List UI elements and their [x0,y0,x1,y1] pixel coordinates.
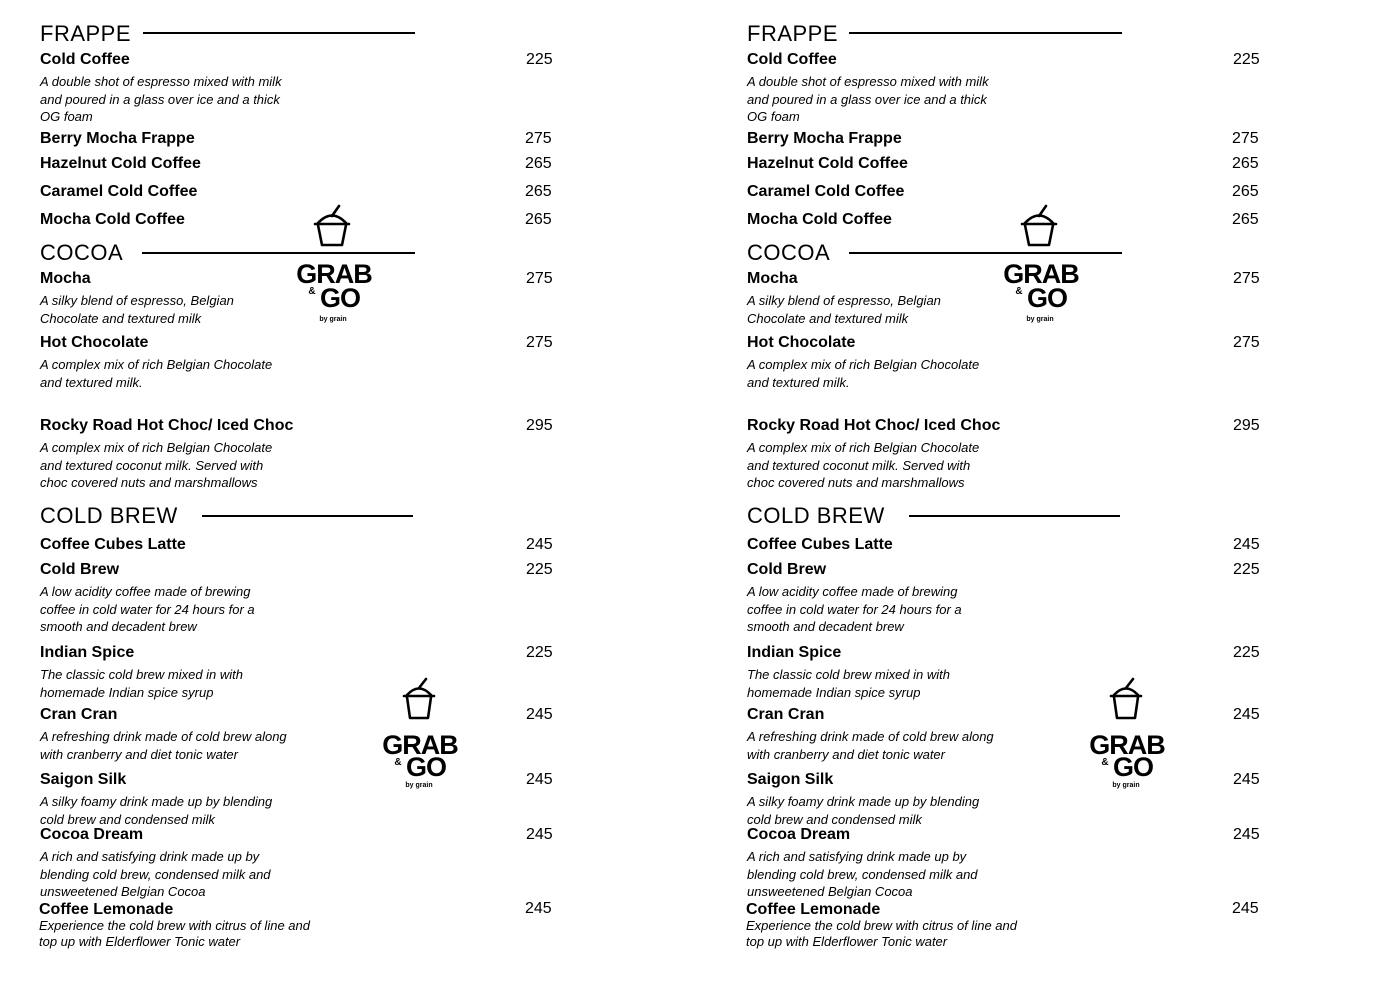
item-name-hot-chocolate: Hot Chocolate [40,334,149,351]
item-name-rocky-road: Rocky Road Hot Choc/ Iced Choc [40,417,294,434]
item-name-cold-brew: Cold Brew [40,561,120,578]
item-name-cold-coffee: Cold Coffee [40,51,130,68]
logo-text-go: GO [1112,752,1154,782]
item-name-saigon-silk: Saigon Silk [40,771,127,788]
item-desc-saigon-silk: A silky foamy drink made up by blending cold brew and condensed milk [747,794,980,827]
item-price-indian-spice: 225 [1233,644,1260,661]
item-price-caramel-cold-coffee: 265 [1232,183,1259,200]
item-desc-cran-cran: A refreshing drink made of cold brew along with cranberry and diet tonic water [747,729,994,762]
item-name-coffee-cubes-latte: Coffee Cubes Latte [40,536,186,553]
item-desc-rocky-road: A complex mix of rich Belgian Chocolate and textured coconut milk. Served with choc covered nuts and marshmallows [40,440,273,490]
cup-icon [979,203,1099,323]
item-desc-cold-coffee: A double shot of espresso mixed with milk and poured in a glass over ice and a thick OG foam [40,74,282,124]
logo-text-go: GO [1026,283,1068,313]
item-price-cold-coffee: 225 [1233,51,1260,68]
item-desc-cocoa-dream: A rich and satisfying drink made up by blending cold brew, condensed milk and unsweetened Belgian Cocoa [40,849,271,899]
item-price-berry-mocha-frappe: 275 [1232,130,1259,147]
item-desc-hot-chocolate: A complex mix of rich Belgian Chocolate and textured milk. [40,357,273,390]
item-name-berry-mocha-frappe: Berry Mocha Frappe [747,130,902,147]
section-rule [849,32,1122,34]
grab-and-go-logo [272,203,392,323]
item-desc-hot-chocolate: A complex mix of rich Belgian Chocolate and textured milk. [747,357,980,390]
item-price-hot-chocolate: 275 [1233,334,1260,351]
logo-text-grab: GRAB [296,259,372,289]
item-desc-cold-brew: A low acidity coffee made of brewing coffee in cold water for 24 hours for a smooth and decadent brew [40,584,255,634]
item-price-hot-chocolate: 275 [526,334,553,351]
logo-tagline: by grain [319,316,347,323]
cup-icon [363,671,483,791]
item-price-mocha: 275 [1233,270,1260,287]
item-name-coffee-cubes-latte: Coffee Cubes Latte [747,536,893,553]
item-price-indian-spice: 225 [526,644,553,661]
item-price-cold-brew: 225 [1233,561,1260,578]
section-rule [202,515,413,517]
item-name-mocha-cold-coffee: Mocha Cold Coffee [747,211,892,228]
logo-text-grab: GRAB [1089,730,1165,760]
item-desc-saigon-silk: A silky foamy drink made up by blending cold brew and condensed milk [40,794,273,827]
cup-icon [272,203,392,323]
item-price-cran-cran: 245 [1233,706,1260,723]
item-name-rocky-road: Rocky Road Hot Choc/ Iced Choc [747,417,1001,434]
logo-text-grab: GRAB [382,730,458,760]
logo-tagline: by grain [1112,782,1140,789]
item-name-caramel-cold-coffee: Caramel Cold Coffee [40,183,198,200]
item-desc-coffee-lemonade: Experience the cold brew with citrus of line and top up with Elderflower Tonic water [39,918,310,949]
grab-and-go-logo [979,203,1099,323]
item-name-hazelnut-cold-coffee: Hazelnut Cold Coffee [747,155,908,172]
item-price-mocha-cold-coffee: 265 [1232,211,1259,228]
item-price-mocha-cold-coffee: 265 [525,211,552,228]
logo-text-amp: & [308,286,316,297]
item-name-berry-mocha-frappe: Berry Mocha Frappe [40,130,195,147]
item-price-coffee-cubes-latte: 245 [1233,536,1260,553]
item-name-mocha: Mocha [747,270,798,287]
item-desc-indian-spice: The classic cold brew mixed in with homemade Indian spice syrup [747,667,951,700]
logo-text-go: GO [405,752,447,782]
item-price-saigon-silk: 245 [526,771,553,788]
item-price-caramel-cold-coffee: 265 [525,183,552,200]
logo-text-amp: & [1101,757,1109,768]
item-price-cocoa-dream: 245 [526,826,553,843]
logo-text-go: GO [319,283,361,313]
item-price-cold-coffee: 225 [526,51,553,68]
item-price-coffee-cubes-latte: 245 [526,536,553,553]
item-price-rocky-road: 295 [1233,417,1260,434]
section-rule [909,515,1120,517]
item-name-cocoa-dream: Cocoa Dream [747,826,851,843]
item-desc-cold-coffee: A double shot of espresso mixed with milk and poured in a glass over ice and a thick OG foam [747,74,989,124]
item-name-hot-chocolate: Hot Chocolate [747,334,856,351]
item-price-coffee-lemonade: 245 [1232,900,1259,917]
section-heading-cocoa: COCOA [747,240,831,265]
item-name-cold-coffee: Cold Coffee [747,51,837,68]
item-name-cold-brew: Cold Brew [747,561,827,578]
item-price-cocoa-dream: 245 [1233,826,1260,843]
item-name-caramel-cold-coffee: Caramel Cold Coffee [747,183,905,200]
item-price-coffee-lemonade: 245 [525,900,552,917]
logo-tagline: by grain [1026,316,1054,323]
item-name-indian-spice: Indian Spice [747,644,842,661]
item-name-saigon-silk: Saigon Silk [747,771,834,788]
section-rule [143,32,415,34]
logo-text-amp: & [394,757,402,768]
item-desc-cran-cran: A refreshing drink made of cold brew along with cranberry and diet tonic water [40,729,287,762]
item-price-saigon-silk: 245 [1233,771,1260,788]
logo-text-grab: GRAB [1003,259,1079,289]
item-desc-mocha: A silky blend of espresso, Belgian Chocolate and textured milk [747,293,941,326]
item-name-cran-cran: Cran Cran [40,706,118,723]
item-price-cran-cran: 245 [526,706,553,723]
item-name-coffee-lemonade: Coffee Lemonade [746,901,881,918]
item-desc-rocky-road: A complex mix of rich Belgian Chocolate and textured coconut milk. Served with choc covered nuts and marshmallows [747,440,980,490]
item-name-coffee-lemonade: Coffee Lemonade [39,901,174,918]
logo-text-amp: & [1015,286,1023,297]
item-name-mocha-cold-coffee: Mocha Cold Coffee [40,211,185,228]
section-heading-cocoa: COCOA [40,240,124,265]
item-price-mocha: 275 [526,270,553,287]
cup-icon [1070,671,1190,791]
grab-and-go-logo [363,671,483,791]
item-name-cocoa-dream: Cocoa Dream [40,826,144,843]
item-name-mocha: Mocha [40,270,91,287]
section-heading-frappe: FRAPPE [747,21,839,46]
item-price-cold-brew: 225 [526,561,553,578]
item-desc-cold-brew: A low acidity coffee made of brewing coffee in cold water for 24 hours for a smooth and decadent brew [747,584,962,634]
grab-and-go-logo [1070,671,1190,791]
logo-tagline: by grain [405,782,433,789]
section-heading-cold-brew: COLD BREW [747,503,885,528]
item-name-indian-spice: Indian Spice [40,644,135,661]
item-desc-coffee-lemonade: Experience the cold brew with citrus of line and top up with Elderflower Tonic water [746,918,1017,949]
item-desc-mocha: A silky blend of espresso, Belgian Chocolate and textured milk [40,293,234,326]
item-desc-indian-spice: The classic cold brew mixed in with homemade Indian spice syrup [40,667,244,700]
section-heading-frappe: FRAPPE [40,21,132,46]
item-name-hazelnut-cold-coffee: Hazelnut Cold Coffee [40,155,201,172]
item-name-cran-cran: Cran Cran [747,706,825,723]
item-price-hazelnut-cold-coffee: 265 [525,155,552,172]
section-heading-cold-brew: COLD BREW [40,503,178,528]
item-price-berry-mocha-frappe: 275 [525,130,552,147]
menu-page-right [707,0,1400,990]
item-price-rocky-road: 295 [526,417,553,434]
item-desc-cocoa-dream: A rich and satisfying drink made up by blending cold brew, condensed milk and unsweetened Belgian Cocoa [747,849,978,899]
item-price-hazelnut-cold-coffee: 265 [1232,155,1259,172]
